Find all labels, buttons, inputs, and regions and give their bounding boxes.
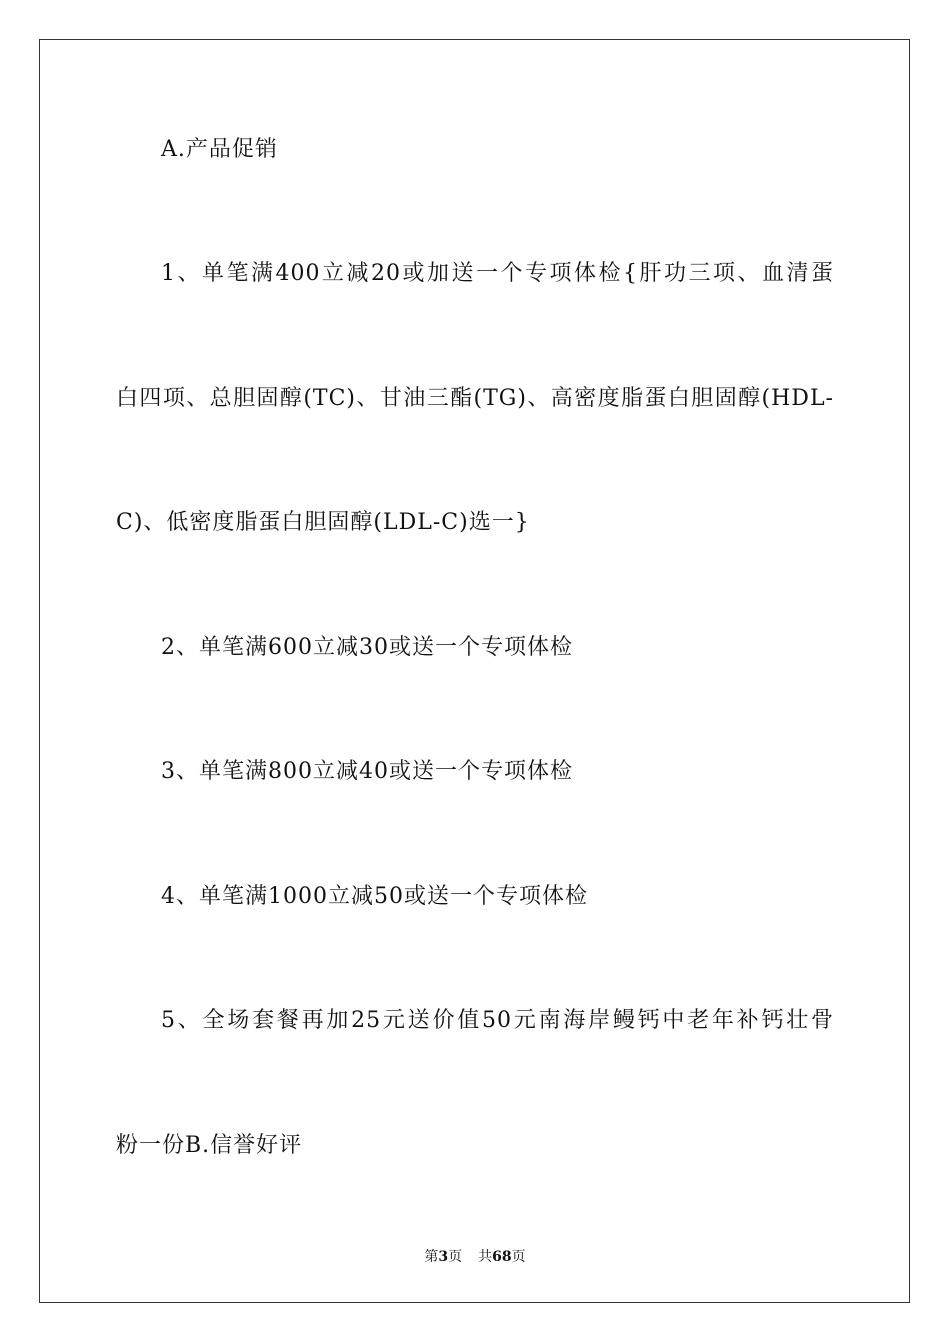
current-page-number: 3 bbox=[438, 1249, 449, 1265]
page-suffix: 页 bbox=[448, 1249, 463, 1265]
section-a-heading: A.产品促销 bbox=[161, 137, 278, 162]
item-5-line-2: 粉一份B.信誉好评 bbox=[116, 1133, 303, 1158]
item-1-line-1: 1、单笔满400立减20或加送一个专项体检{肝功三项、血清蛋 bbox=[161, 261, 834, 286]
item-1-line-2: 白四项、总胆固醇(TC)、甘油三酯(TG)、高密度脂蛋白胆固醇(HDL- bbox=[116, 386, 834, 411]
page-frame bbox=[39, 39, 910, 1303]
item-2: 2、单笔满600立减30或送一个专项体检 bbox=[161, 635, 573, 660]
total-suffix: 页 bbox=[511, 1249, 526, 1265]
total-prefix: 共 bbox=[478, 1249, 493, 1265]
item-4: 4、单笔满1000立减50或送一个专项体检 bbox=[161, 884, 588, 909]
total-pages-number: 68 bbox=[492, 1249, 512, 1265]
page-prefix: 第 bbox=[424, 1249, 439, 1265]
item-1-line-3: C)、低密度脂蛋白胆固醇(LDL-C)选一} bbox=[116, 510, 530, 535]
item-5-line-1: 5、全场套餐再加25元送价值50元南海岸鳗钙中老年补钙壮骨 bbox=[161, 1008, 834, 1033]
page-footer bbox=[0, 1248, 950, 1266]
item-3: 3、单笔满800立减40或送一个专项体检 bbox=[161, 759, 573, 784]
